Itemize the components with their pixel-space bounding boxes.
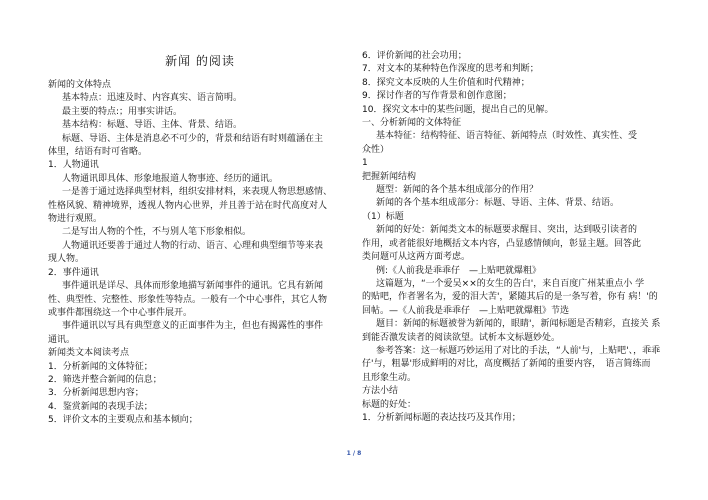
left-text-line: 事件通讯是详尽、具体而形象地描写新闻事件的通讯。它具有新闻 [62,281,324,292]
right-text-line: 题目：新闻的标题被誉为新闻的，眼睛'，新闻标题是否精彩，直接关 系 [376,319,661,330]
left-text-line: 3．分析新闻思想内容； [48,388,144,399]
right-text-line: 7．对文本的某种特色作深度的思考和判断； [362,64,539,75]
right-text-line: 一、分析新闻的文体特征 [362,118,462,129]
right-text-line: 仔'与，粗暴'形成鲜明的对比，高度概括了新闻的重要内容， 语言简练而 [362,359,651,370]
right-text-line: 作用，或者能很好地概括文本内容，凸显感情倾向，彰显主题。回答此 [362,238,642,249]
left-text-line: 基本特点：迅速及时、内容真实、语言简明。 [62,93,243,104]
left-text-line: 通讯。 [48,334,76,345]
right-text-line: 1 [362,158,368,169]
right-text-line: 方法小结 [362,386,399,397]
right-text-line: 题型：新闻的各个基本组成部分的作用？ [376,185,539,196]
left-text-line: 人物通讯还要善于通过人物的行动、语言、心理和典型细节等来表 [62,240,324,251]
right-text-line: 新闻的各个基本组成部分：标题、导语、主体、背景、结语。 [376,198,620,209]
right-text-line: 类问题可从这两方面考虑。 [362,252,471,263]
left-text-line: 性格风貌、精神境界，透视人物内心世界，并且善于站在时代高度对人 [48,200,328,211]
right-text-line: 新闻的好处：新闻类文本的标题要求醒目、突出，达到吸引读者的 [376,225,638,236]
right-text-line: 的贴吧，作者署名为，爱的泪大苦'，紧随其后的是一条写着，你有 病！'的 [362,292,658,303]
right-text-line: 标题的好处： [362,399,417,410]
right-text-line: 众性） [362,144,390,155]
left-text-line: 新闻类文本阅读考点 [48,348,130,359]
left-text-line: 物进行观照。 [48,214,103,225]
right-text-line: 基本特征：结构特征、语言特征、新闻特点（时效性、真实性、受 [376,131,638,142]
left-text-line: 1．分析新闻的文体特征； [48,361,153,372]
left-text-line: 性、典型性、完整性、形象性等特点。一般有一个中心事件，其它人物 [48,294,328,305]
right-text-line: （1）标题 [362,211,404,222]
left-text-line: 5．评价文本的主要观点和基本倾向； [48,415,198,426]
left-text-line: 最主要的特点:；用事实讲话。 [62,106,183,117]
left-text-line: 体里，结语有时可省略。 [48,147,148,158]
left-text-line: 现人物。 [48,254,85,265]
right-text-line: 6．评价新闻的社会功用； [362,51,467,61]
left-text-line: 4．鉴赏新闻的表现手法； [48,401,153,412]
left-text-line: 2．筛选并整合新闻的信息； [48,374,162,385]
left-text-line: 二是写出人物的个性，不与别人笔下形象相似。 [62,227,252,238]
left-text-line: 标题、导语、主体是消息必不可少的，背景和结语有时则蕴涵在主 [62,133,324,144]
right-text-line: 10．探究文本中的某些问题，提出自己的见解。 [362,104,554,115]
right-text-line: 9．探讨作者的写作背景和创作意图； [362,91,512,102]
left-text-line: 2．事件通讯 [48,267,99,278]
right-text-line: 参考答案：这一标题巧妙运用了对比的手法，“人前'与，上贴吧'、，乖乖 [376,345,661,356]
left-text-line: 事件通讯以写具有典型意义的正面事件为主，但也有揭露性的事件 [62,321,324,332]
left-column [48,50,350,428]
right-text-line: 1．分析新闻标题的表达技巧及其作用； [362,412,521,423]
page-title: 新闻 的阅读 [165,54,235,68]
left-text-line: 基本结构：标题、导语、主体、背景、结语。 [62,120,243,131]
right-text-line: 8．探究文本反映的人生价值和时代精神； [362,77,530,88]
page-number: 1 / 8 [346,450,362,457]
right-text-line: 回帖。—《人前我是乖乖仔 —上贴吧就爆粗》节选 [362,305,570,316]
left-text-line: 或事件都围绕这一个中心事件展开。 [48,307,193,318]
left-text-line: 一是善于通过选择典型材料，组织安排材料，来表现人物思想感情、 [62,187,333,198]
right-text-line: 到能否激发读者的阅读欲望。试析本文标题妙处。 [362,332,561,343]
left-text-line: 1．人物通讯 [48,160,99,171]
right-text-line: 例:《人前我是乖乖仔 —上贴吧就爆粗》 [376,265,542,276]
right-text-line: 把握新闻结构 [362,171,417,182]
right-text-line: 且形象生动。 [362,372,417,383]
left-text-line: 人物通讯即具体、形象地报道人物事迹、经历的通讯。 [62,173,279,184]
right-column [362,50,672,425]
left-text-line: 新闻的文体特点 [48,80,112,90]
right-text-line: 这篇题为，“一个爱吴××的女生的告白'，来自百度广州某重点小 学 [376,278,645,289]
